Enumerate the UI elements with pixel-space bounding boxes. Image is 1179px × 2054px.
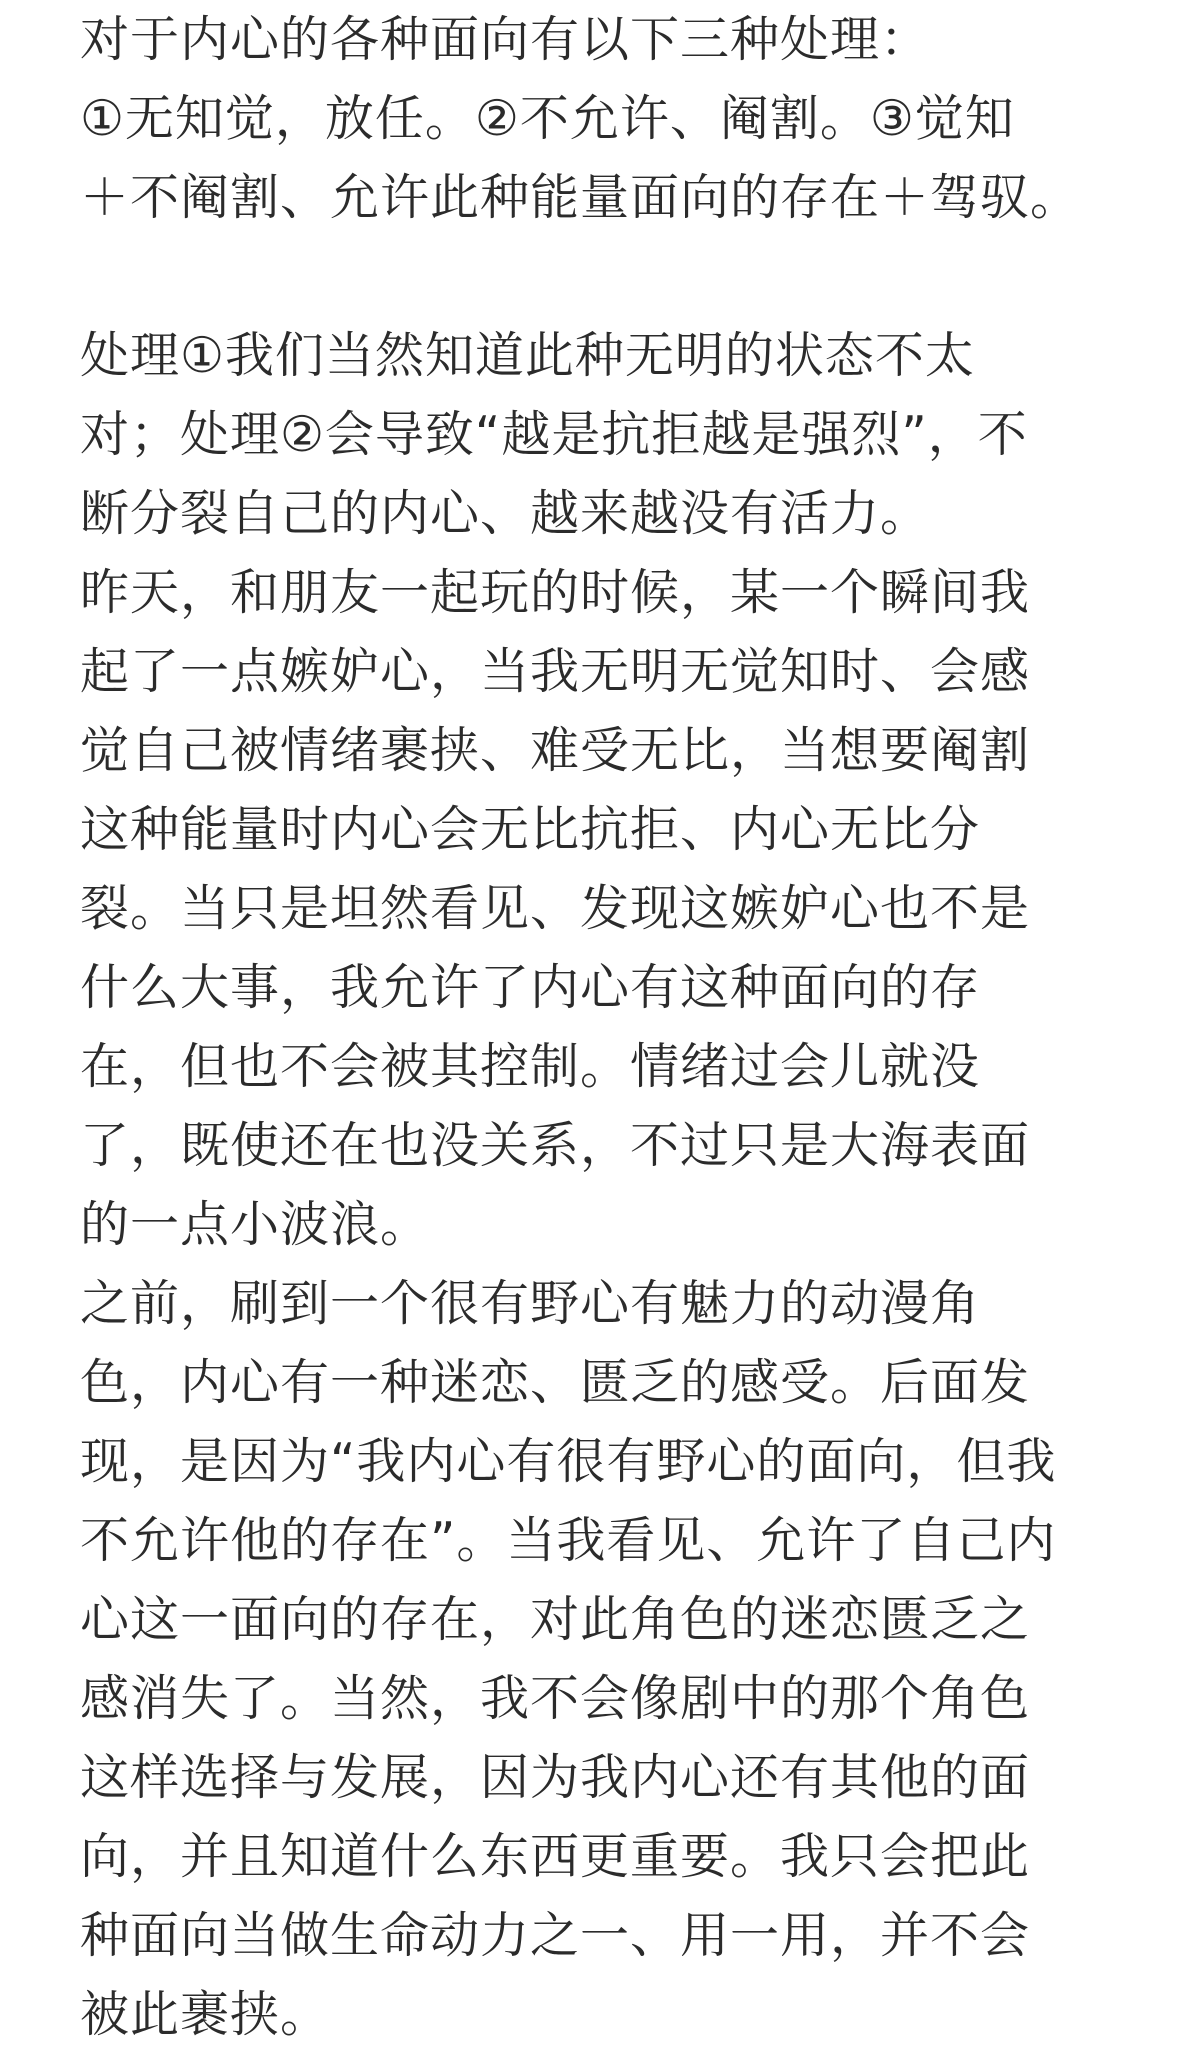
text-line: 种面向当做生命动力之一、用一用，并不会 bbox=[80, 1907, 1031, 1964]
text-line: 向，并且知道什么东西更重要。我只会把此 bbox=[80, 1828, 1031, 1885]
text-line: ＋不阉割、允许此种能量面向的存在＋驾驭。 bbox=[80, 169, 1081, 226]
text-line: 色，内心有一种迷恋、匮乏的感受。后面发 bbox=[80, 1354, 1031, 1411]
text-line: 这样选择与发展，因为我内心还有其他的面 bbox=[80, 1749, 1031, 1806]
text-line: 了，既使还在也没关系，不过只是大海表面 bbox=[80, 1117, 1031, 1174]
text-line: 处理①我们当然知道此种无明的状态不太 bbox=[80, 327, 975, 384]
text-line: 在，但也不会被其控制。情绪过会儿就没 bbox=[80, 1038, 981, 1095]
article-body bbox=[80, 0, 1120, 2054]
text-line: 裂。当只是坦然看见、发现这嫉妒心也不是 bbox=[80, 880, 1031, 937]
text-line: 不允许他的存在”。当我看见、允许了自己内 bbox=[80, 1512, 1057, 1569]
text-line: 断分裂自己的内心、越来越没有活力。 bbox=[80, 485, 931, 542]
text-line: 的一点小波浪。 bbox=[80, 1196, 431, 1253]
text-line: 昨天，和朋友一起玩的时候，某一个瞬间我 bbox=[80, 564, 1031, 621]
text-line: ①无知觉，放任。②不允许、阉割。③觉知 bbox=[80, 90, 1015, 147]
text-line: 之前，刷到一个很有野心有魅力的动漫角 bbox=[80, 1275, 981, 1332]
text-line: 现，是因为“我内心有很有野心的面向，但我 bbox=[80, 1433, 1057, 1490]
text-line: 心这一面向的存在，对此角色的迷恋匮乏之 bbox=[80, 1591, 1031, 1648]
text-line: 被此裹挟。 bbox=[80, 1986, 331, 2043]
text-line: 感消失了。当然，我不会像剧中的那个角色 bbox=[80, 1670, 1031, 1727]
text-line: 这种能量时内心会无比抗拒、内心无比分 bbox=[80, 801, 981, 858]
paragraph-gap bbox=[80, 237, 1120, 316]
text-line: 起了一点嫉妒心，当我无明无觉知时、会感 bbox=[80, 643, 1031, 700]
text-line: 对；处理②会导致“越是抗拒越是强烈”，不 bbox=[80, 406, 1028, 463]
text-line: 觉自己被情绪裹挟、难受无比，当想要阉割 bbox=[80, 722, 1031, 779]
text-line: 对于内心的各种面向有以下三种处理： bbox=[80, 11, 931, 68]
text-line: 什么大事，我允许了内心有这种面向的存 bbox=[80, 959, 981, 1016]
